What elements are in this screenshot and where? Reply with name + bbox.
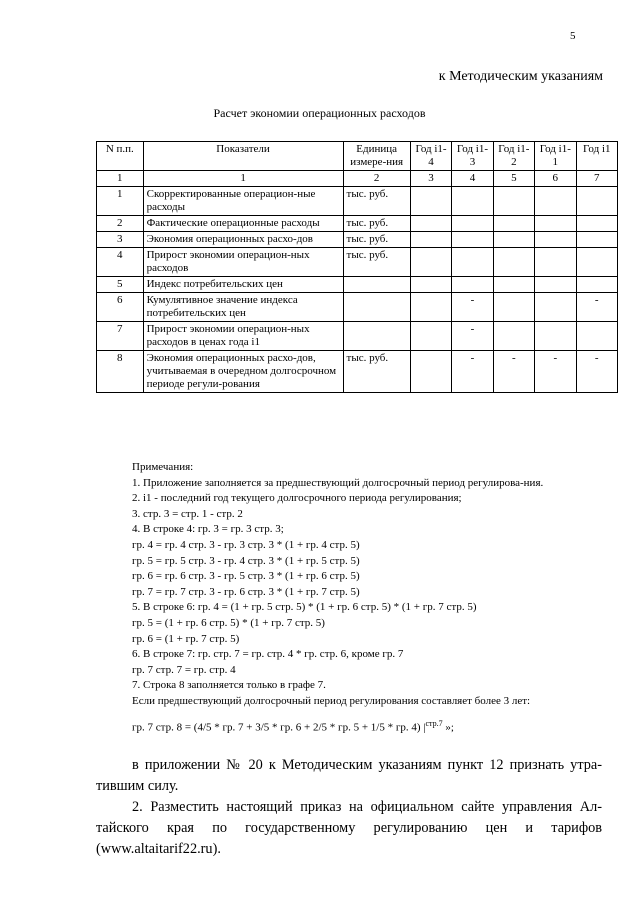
year-value-cell bbox=[493, 248, 534, 277]
year-value-cell bbox=[576, 216, 617, 232]
body-text bbox=[96, 755, 602, 860]
year-value-cell bbox=[410, 351, 451, 393]
col-number: 4 bbox=[452, 171, 493, 187]
formula-end: »; bbox=[442, 721, 454, 734]
year-value-cell bbox=[535, 232, 576, 248]
year-value-cell bbox=[410, 322, 451, 351]
table-title: Расчет экономии операционных расходов bbox=[213, 106, 426, 120]
year-value-cell bbox=[535, 248, 576, 277]
year-value-cell bbox=[576, 277, 617, 293]
col-number: 2 bbox=[343, 171, 410, 187]
note-line: Если предшествующий долгосрочный период регулирования составляет более 3 лет: bbox=[132, 694, 531, 707]
year-value-cell: - bbox=[452, 293, 493, 322]
note-line: 2. i1 - последний год текущего долгосрочного периода регулирования; bbox=[132, 492, 462, 505]
indicator-cell: Кумулятивное значение индекса потребительских цен bbox=[143, 293, 343, 322]
header-indicator: Показатели bbox=[143, 142, 343, 171]
year-value-cell bbox=[535, 322, 576, 351]
year-value-cell: - bbox=[452, 351, 493, 393]
note-line: 5. В строке 6: гр. 4 = (1 + гр. 5 стр. 5) * (1 + гр. 6 стр. 5) * (1 + гр. 7 стр. 5) bbox=[132, 601, 477, 614]
note-line: 6. В строке 7: гр. стр. 7 = гр. стр. 4 * гр. стр. 6, кроме гр. 7 bbox=[132, 648, 404, 661]
note-line: гр. 5 = гр. 5 стр. 3 - гр. 4 стр. 3 * (1 + гр. 5 стр. 5) bbox=[132, 554, 360, 567]
year-value-cell bbox=[576, 248, 617, 277]
notes-heading: Примечания: bbox=[132, 461, 194, 473]
col-number: 1 bbox=[143, 171, 343, 187]
year-value-cell: - bbox=[576, 351, 617, 393]
year-value-cell bbox=[493, 216, 534, 232]
unit-cell: тыс. руб. bbox=[343, 351, 410, 393]
header-year: Год i1-4 bbox=[410, 142, 451, 171]
calculation-table bbox=[96, 141, 618, 393]
indicator-cell: Индекс потребительских цен bbox=[143, 277, 343, 293]
year-value-cell bbox=[493, 232, 534, 248]
table-row bbox=[97, 293, 618, 322]
header-unit: Единица измере-ния bbox=[343, 142, 410, 171]
year-value-cell bbox=[535, 187, 576, 216]
row-number-cell: 5 bbox=[97, 277, 144, 293]
note-line: 3. стр. 3 = стр. 1 - стр. 2 bbox=[132, 507, 243, 520]
row-number-cell: 6 bbox=[97, 293, 144, 322]
table-header-row bbox=[97, 142, 618, 171]
year-value-cell bbox=[493, 322, 534, 351]
year-value-cell bbox=[452, 248, 493, 277]
body-paragraph: 2. Разместить настоящий приказ на официальном сайте управления Ал-тайского края по государственному регулированию цен и тарифов (www.altaitarif22.ru). bbox=[96, 799, 602, 857]
note-line: гр. 6 = гр. 6 стр. 3 - гр. 5 стр. 3 * (1 + гр. 6 стр. 5) bbox=[132, 570, 360, 583]
col-number: 6 bbox=[535, 171, 576, 187]
year-value-cell bbox=[452, 187, 493, 216]
header-year: Год i1-2 bbox=[493, 142, 534, 171]
unit-cell bbox=[343, 293, 410, 322]
column-number-row bbox=[97, 171, 618, 187]
year-value-cell: - bbox=[452, 322, 493, 351]
indicator-cell: Экономия операционных расхо-дов, учитываемая в очередном долгосрочном периоде регули-рования bbox=[143, 351, 343, 393]
year-value-cell bbox=[452, 216, 493, 232]
unit-cell: тыс. руб. bbox=[343, 187, 410, 216]
table-row bbox=[97, 322, 618, 351]
note-line: 7. Строка 8 заполняется только в графе 7. bbox=[132, 679, 326, 692]
year-value-cell bbox=[410, 187, 451, 216]
body-paragraph: в приложении № 20 к Методическим указаниям пункт 12 признать утра-тившим силу. bbox=[96, 757, 602, 794]
year-value-cell bbox=[535, 293, 576, 322]
note-line: гр. 4 = гр. 4 стр. 3 - гр. 3 стр. 3 * (1 + гр. 4 стр. 5) bbox=[132, 538, 360, 551]
indicator-cell: Экономия операционных расхо-дов bbox=[143, 232, 343, 248]
col-number: 3 bbox=[410, 171, 451, 187]
unit-cell: тыс. руб. bbox=[343, 232, 410, 248]
note-line: гр. 5 = (1 + гр. 6 стр. 5) * (1 + гр. 7 стр. 5) bbox=[132, 616, 325, 629]
indicator-cell: Скорректированные операцион-ные расходы bbox=[143, 187, 343, 216]
unit-cell: тыс. руб. bbox=[343, 216, 410, 232]
table-row bbox=[97, 248, 618, 277]
table-row bbox=[97, 351, 618, 393]
year-value-cell bbox=[576, 232, 617, 248]
year-value-cell bbox=[410, 293, 451, 322]
indicator-cell: Прирост экономии операцион-ных расходов bbox=[143, 248, 343, 277]
year-value-cell bbox=[493, 293, 534, 322]
year-value-cell bbox=[452, 277, 493, 293]
year-value-cell bbox=[535, 277, 576, 293]
row-number-cell: 3 bbox=[97, 232, 144, 248]
note-line: гр. 7 стр. 7 = гр. стр. 4 bbox=[132, 663, 236, 676]
year-value-cell bbox=[452, 232, 493, 248]
col-number: 1 bbox=[97, 171, 144, 187]
year-value-cell bbox=[493, 187, 534, 216]
table-row bbox=[97, 232, 618, 248]
year-value-cell: - bbox=[576, 293, 617, 322]
header-year: Год i1-3 bbox=[452, 142, 493, 171]
year-value-cell bbox=[576, 322, 617, 351]
formula-line bbox=[96, 716, 616, 736]
formula-superscript: стр.7 bbox=[425, 718, 443, 728]
year-value-cell bbox=[410, 216, 451, 232]
row-number-cell: 4 bbox=[97, 248, 144, 277]
indicator-cell: Прирост экономии операцион-ных расходов в ценах года i1 bbox=[143, 322, 343, 351]
year-value-cell: - bbox=[493, 351, 534, 393]
table-row bbox=[97, 277, 618, 293]
note-line: гр. 7 = гр. 7 стр. 3 - гр. 6 стр. 3 * (1 + гр. 7 стр. 5) bbox=[132, 585, 360, 598]
year-value-cell bbox=[493, 277, 534, 293]
year-value-cell bbox=[410, 277, 451, 293]
table-row bbox=[97, 216, 618, 232]
indicator-cell: Фактические операционные расходы bbox=[143, 216, 343, 232]
table-row bbox=[97, 187, 618, 216]
appendix-label: к Методическим указаниям bbox=[438, 69, 603, 84]
year-value-cell: - bbox=[535, 351, 576, 393]
year-value-cell bbox=[410, 248, 451, 277]
year-value-cell bbox=[535, 216, 576, 232]
note-line: гр. 6 = (1 + гр. 7 стр. 5) bbox=[132, 632, 240, 645]
formula-main: гр. 7 стр. 8 = (4/5 * гр. 7 + 3/5 * гр. 6 + 2/5 * гр. 5 + 1/5 * гр. 4) | bbox=[132, 721, 426, 734]
col-number: 7 bbox=[576, 171, 617, 187]
note-line: 4. В строке 4: гр. 3 = гр. 3 стр. 3; bbox=[132, 523, 284, 536]
year-value-cell bbox=[410, 232, 451, 248]
unit-cell: тыс. руб. bbox=[343, 248, 410, 277]
header-year: Год i1 bbox=[576, 142, 617, 171]
row-number-cell: 8 bbox=[97, 351, 144, 393]
row-number-cell: 1 bbox=[97, 187, 144, 216]
row-number-cell: 2 bbox=[97, 216, 144, 232]
page-number: 5 bbox=[570, 30, 576, 42]
header-year: Год i1-1 bbox=[535, 142, 576, 171]
year-value-cell bbox=[576, 187, 617, 216]
header-n: N п.п. bbox=[97, 142, 144, 171]
notes bbox=[96, 460, 616, 736]
row-number-cell: 7 bbox=[97, 322, 144, 351]
unit-cell bbox=[343, 322, 410, 351]
note-line: 1. Приложение заполняется за предшествующий долгосрочный период регулирова-ния. bbox=[132, 476, 544, 489]
col-number: 5 bbox=[493, 171, 534, 187]
unit-cell bbox=[343, 277, 410, 293]
